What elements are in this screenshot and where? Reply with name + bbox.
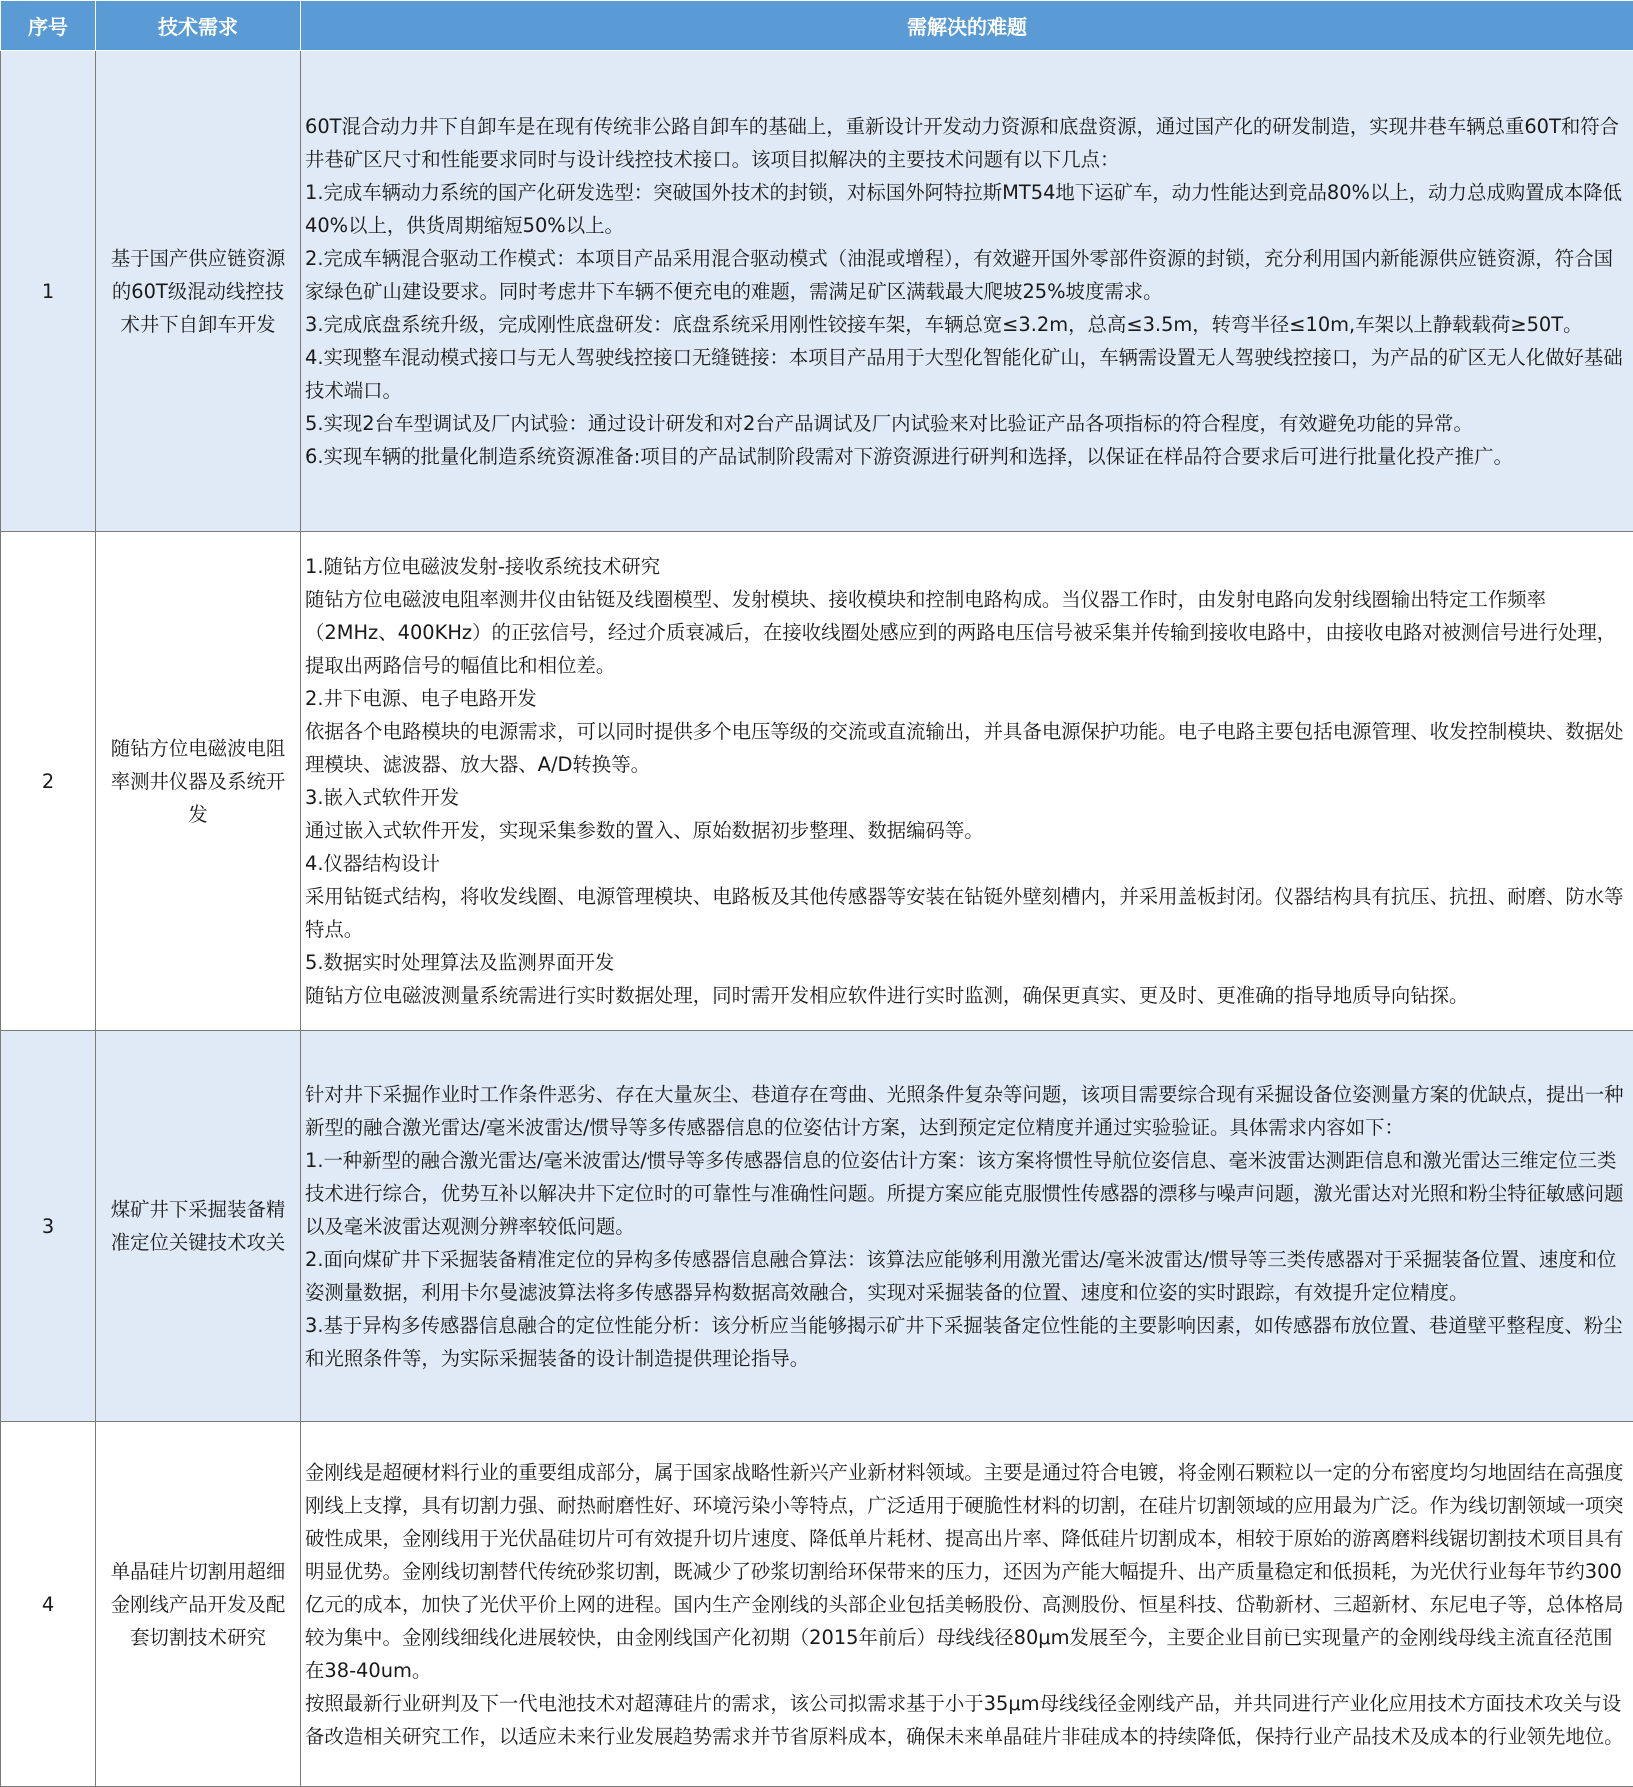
problem-paragraph: 金刚线是超硬材料行业的重要组成部分，属于国家战略性新兴产业新材料领域。主要是通过符合电镀，将金刚石颗粒以一定的分布密度均匀地固结在高强度刚线上支撑，具有切割力强、耐热耐磨性好、环境污染小等特点，广泛适用于硬脆性材料的切割，在硅片切割领域的应用最为广泛。作为线切割领域一项突破性成果，金刚线用于光伏晶硅切片可有效提升切片速度、降低单片耗材、提高出片率、降低硅片切割成本，相较于原始的游离磨料线锯切割技术项目具有明显优势。金刚线切割替代传统砂浆切割，既减少了砂浆切割给环保带来的压力，还因为产能大幅提升、出产质量稳定和低损耗，为光伏行业每年节约300亿元的成本，加快了光伏平价上网的进程。国内生产金刚线的头部企业包括美畅股份、高测股份、恒星科技、岱勒新材、三超新材、东尼电子等，总体格局较为集中。金刚线细线化进展较快，由金刚线国产化初期（2015年前后）母线线径80μm发展至今，主要企业目前已实现量产的金刚线母线主流直径范围在38-40um。	[305, 1456, 1627, 1687]
problem-paragraph: 3.基于异构多传感器信息融合的定位性能分析：该分析应当能够揭示矿井下采掘装备定位性能的主要影响因素，如传感器布放位置、巷道壁平整程度、粉尘和光照条件等，为实际采掘装备的设计制造提供理论指导。	[305, 1309, 1627, 1375]
problem-paragraph: 3.嵌入式软件开发	[305, 781, 1627, 814]
table-row	[1, 51, 1633, 532]
row-index: 2	[1, 532, 96, 1031]
row-need: 煤矿井下采掘装备精准定位关键技术攻关	[96, 1031, 301, 1422]
problem-paragraph: 5.实现2台车型调试及厂内试验：通过设计研发和对2台产品调试及厂内试验来对比验证产品各项指标的符合程度，有效避免功能的异常。	[305, 407, 1627, 440]
header-index: 序号	[1, 1, 96, 51]
table-row	[1, 1422, 1633, 1787]
problem-paragraph: 1.一种新型的融合激光雷达/毫米波雷达/惯导等多传感器信息的位姿估计方案：该方案将惯性导航位姿信息、毫米波雷达测距信息和激光雷达三维定位三类技术进行综合，优势互补以解决井下定位时的可靠性与准确性问题。所提方案应能克服惯性传感器的漂移与噪声问题，激光雷达对光照和粉尘特征敏感问题以及毫米波雷达观测分辨率较低问题。	[305, 1144, 1627, 1243]
problem-paragraph: 通过嵌入式软件开发，实现采集参数的置入、原始数据初步整理、数据编码等。	[305, 814, 1627, 847]
row-index: 3	[1, 1031, 96, 1422]
problem-paragraph: 60T混合动力井下自卸车是在现有传统非公路自卸车的基础上，重新设计开发动力资源和底盘资源，通过国产化的研发制造，实现井巷车辆总重60T和符合井巷矿区尺寸和性能要求同时与设计线控技术接口。该项目拟解决的主要技术问题有以下几点：	[305, 110, 1627, 176]
problem-paragraph: 5.数据实时处理算法及监测界面开发	[305, 946, 1627, 979]
problem-paragraph: 随钻方位电磁波测量系统需进行实时数据处理，同时需开发相应软件进行实时监测，确保更真实、更及时、更准确的指导地质导向钻探。	[305, 979, 1627, 1012]
problem-paragraph: 1.完成车辆动力系统的国产化研发选型：突破国外技术的封锁，对标国外阿特拉斯MT54地下运矿车，动力性能达到竞品80%以上，动力总成购置成本降低40%以上，供货周期缩短50%以上。	[305, 176, 1627, 242]
table-row	[1, 1031, 1633, 1422]
row-index: 1	[1, 51, 96, 532]
problem-paragraph: 4.仪器结构设计	[305, 847, 1627, 880]
problem-paragraph: 随钻方位电磁波电阻率测井仪由钻铤及线圈模型、发射模块、接收模块和控制电路构成。当仪器工作时，由发射电路向发射线圈输出特定工作频率（2MHz、400KHz）的正弦信号，经过介质衰减后，在接收线圈处感应到的两路电压信号被采集并传输到接收电路中，由接收电路对被测信号进行处理，提取出两路信号的幅值比和相位差。	[305, 583, 1627, 682]
problem-paragraph: 6.实现车辆的批量化制造系统资源准备:项目的产品试制阶段需对下游资源进行研判和选择，以保证在样品符合要求后可进行批量化投产推广。	[305, 440, 1627, 473]
header-need: 技术需求	[96, 1, 301, 51]
row-problems	[301, 1031, 1633, 1422]
table-row	[1, 532, 1633, 1031]
problem-paragraph: 3.完成底盘系统升级，完成刚性底盘研发：底盘系统采用刚性铰接车架，车辆总宽≤3.2m，总高≤3.5m，转弯半径≤10m,车架以上静载载荷≥50T。	[305, 308, 1627, 341]
row-need: 随钻方位电磁波电阻率测井仪器及系统开发	[96, 532, 301, 1031]
problem-paragraph: 1.随钻方位电磁波发射-接收系统技术研究	[305, 550, 1627, 583]
problem-paragraph: 针对井下采掘作业时工作条件恶劣、存在大量灰尘、巷道存在弯曲、光照条件复杂等问题，该项目需要综合现有采掘设备位姿测量方案的优缺点，提出一种新型的融合激光雷达/毫米波雷达/惯导等多传感器信息的位姿估计方案，达到预定定位精度并通过实验验证。具体需求内容如下：	[305, 1078, 1627, 1144]
row-index: 4	[1, 1422, 96, 1787]
problem-paragraph: 4.实现整车混动模式接口与无人驾驶线控接口无缝链接：本项目产品用于大型化智能化矿山，车辆需设置无人驾驶线控接口，为产品的矿区无人化做好基础技术端口。	[305, 341, 1627, 407]
problem-paragraph: 采用钻铤式结构，将收发线圈、电源管理模块、电路板及其他传感器等安装在钻铤外壁刻槽内，并采用盖板封闭。仪器结构具有抗压、抗扭、耐磨、防水等特点。	[305, 880, 1627, 946]
problem-paragraph: 按照最新行业研判及下一代电池技术对超薄硅片的需求，该公司拟需求基于小于35μm母线线径金刚线产品，并共同进行产业化应用技术方面技术攻关与设备改造相关研究工作，以适应未来行业发展趋势需求并节省原料成本，确保未来单晶硅片非硅成本的持续降低，保持行业产品技术及成本的行业领先地位。	[305, 1687, 1627, 1753]
row-need: 单晶硅片切割用超细金刚线产品开发及配套切割技术研究	[96, 1422, 301, 1787]
row-need: 基于国产供应链资源的60T级混动线控技术井下自卸车开发	[96, 51, 301, 532]
problem-paragraph: 2.完成车辆混合驱动工作模式：本项目产品采用混合驱动模式（油混或增程），有效避开国外零部件资源的封锁，充分利用国内新能源供应链资源，符合国家绿色矿山建设要求。同时考虑井下车辆不便充电的难题，需满足矿区满载最大爬坡25%坡度需求。	[305, 242, 1627, 308]
problem-paragraph: 依据各个电路模块的电源需求，可以同时提供多个电压等级的交流或直流输出，并具备电源保护功能。电子电路主要包括电源管理、收发控制模块、数据处理模块、滤波器、放大器、A/D转换等。	[305, 715, 1627, 781]
row-problems	[301, 532, 1633, 1031]
row-problems	[301, 51, 1633, 532]
problem-paragraph: 2.面向煤矿井下采掘装备精准定位的异构多传感器信息融合算法：该算法应能够利用激光雷达/毫米波雷达/惯导等三类传感器对于采掘装备位置、速度和位姿测量数据，利用卡尔曼滤波算法将多传感器异构数据高效融合，实现对采掘装备的位置、速度和位姿的实时跟踪，有效提升定位精度。	[305, 1243, 1627, 1309]
problem-paragraph: 2.井下电源、电子电路开发	[305, 682, 1627, 715]
header-problems: 需解决的难题	[301, 1, 1633, 51]
header-row	[1, 1, 1633, 51]
row-problems	[301, 1422, 1633, 1787]
